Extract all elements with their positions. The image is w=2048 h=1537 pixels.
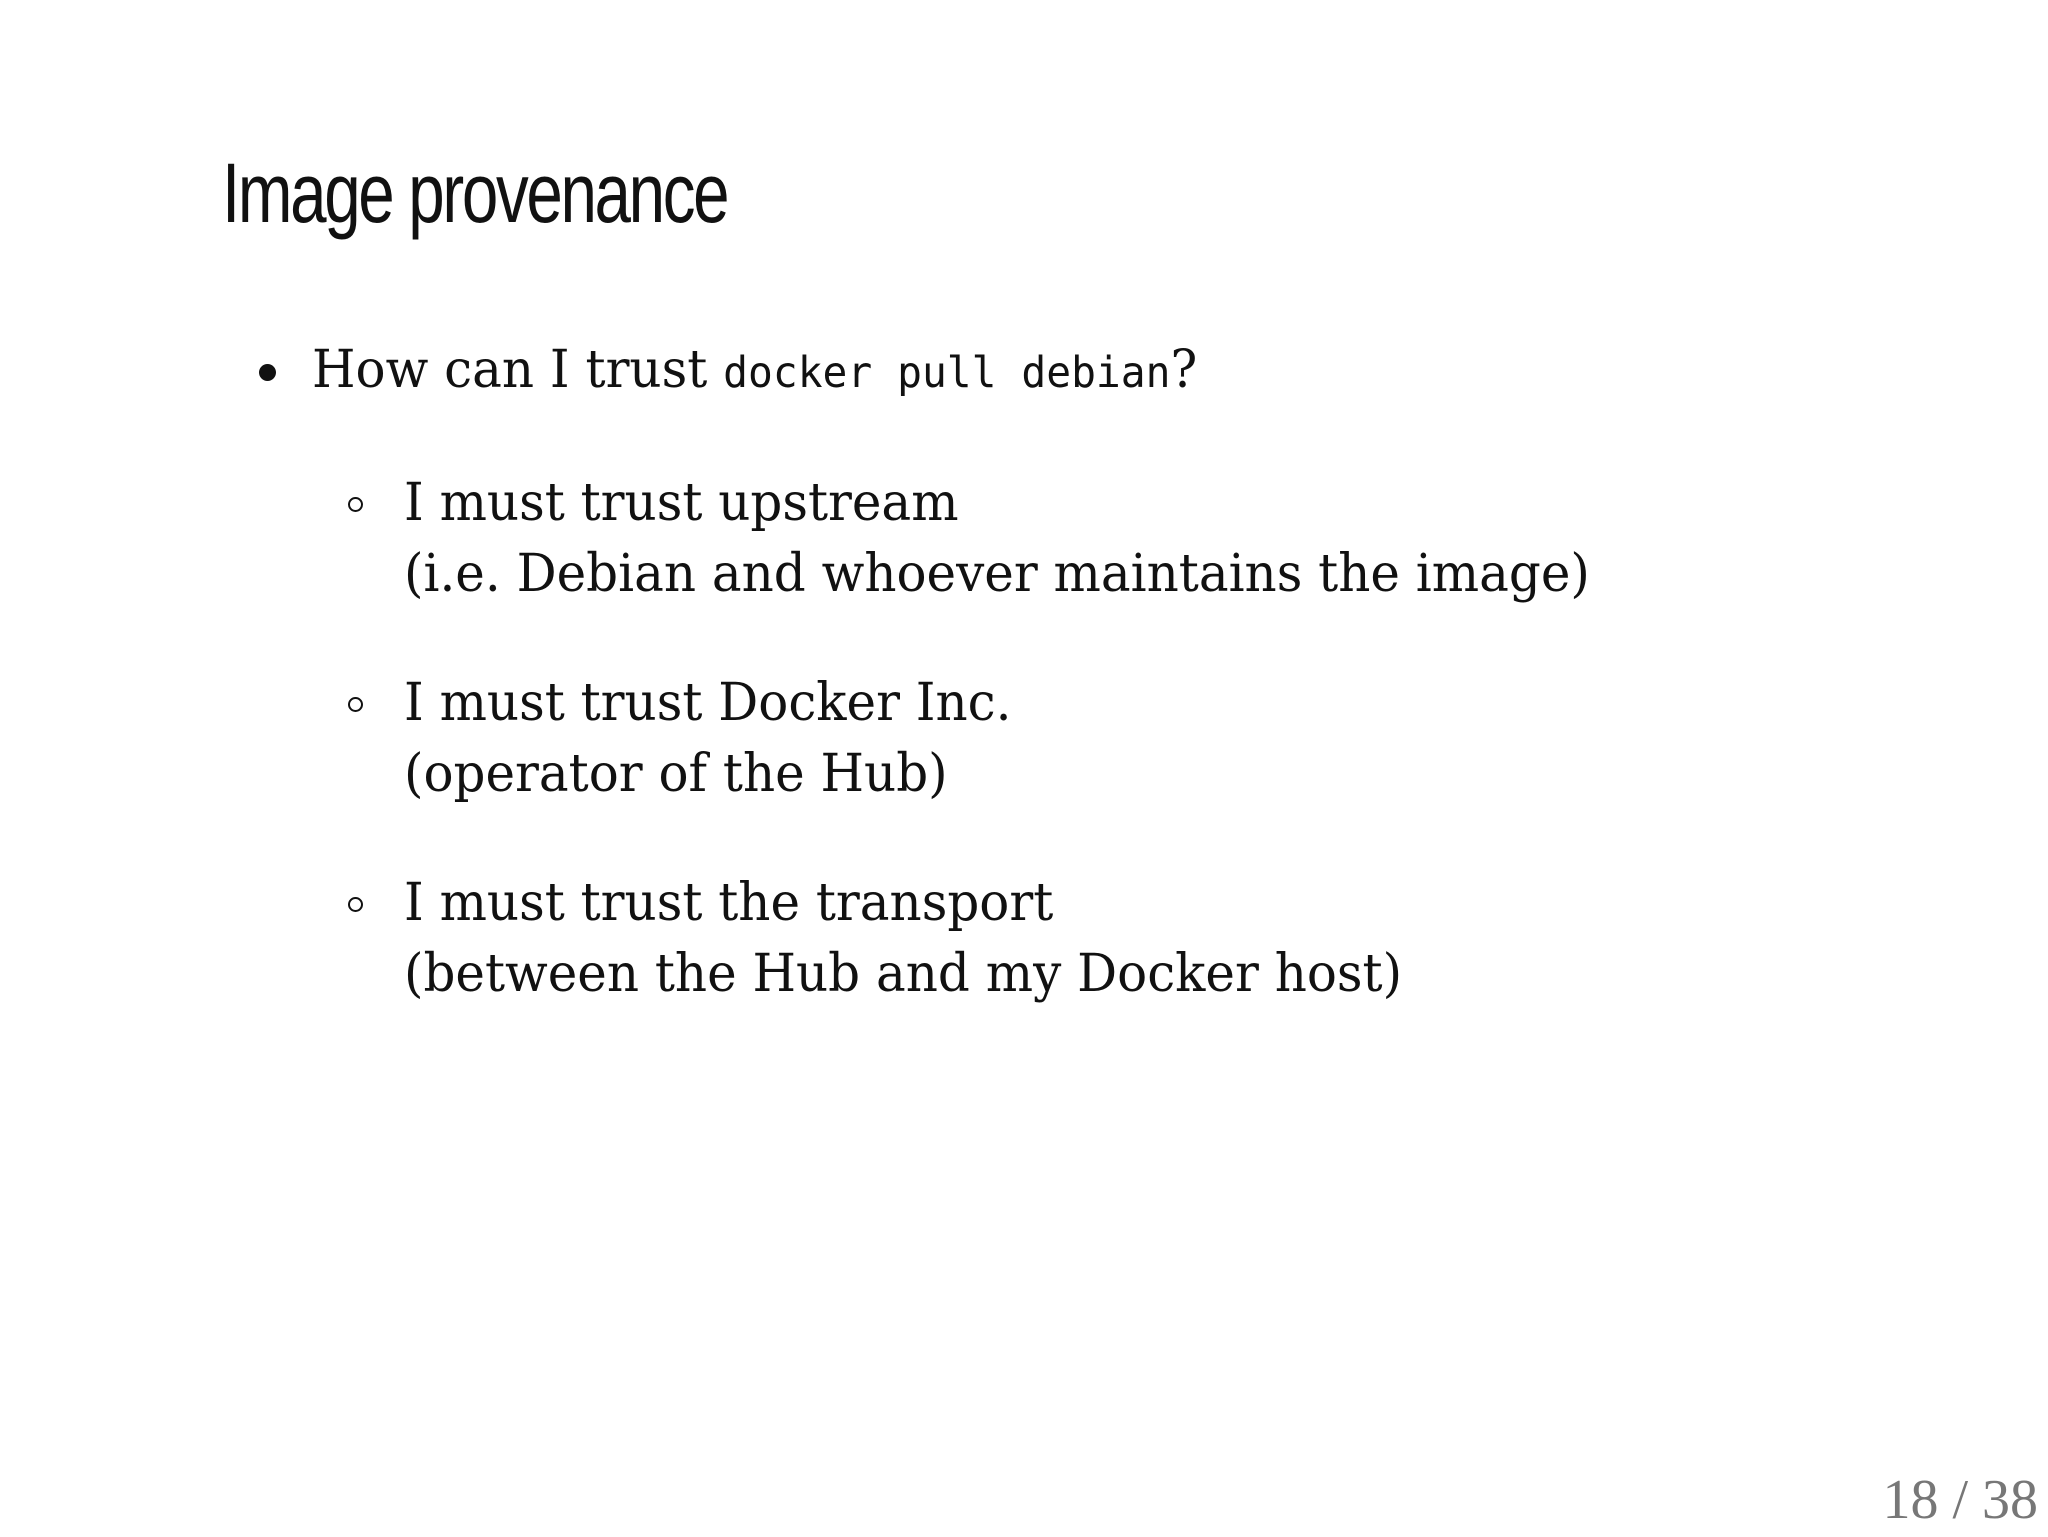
- sub-item-note: (i.e. Debian and whoever maintains the image): [404, 544, 1590, 604]
- sub-item-upstream: [404, 468, 1590, 610]
- sub-bullet-circle: [348, 897, 363, 912]
- sub-item-line: I must trust upstream: [404, 473, 959, 533]
- sub-item-line: I must trust Docker Inc.: [404, 673, 1012, 733]
- bullet-question-suffix: ?: [1170, 340, 1198, 400]
- sub-item-transport: [404, 868, 1402, 1010]
- sub-item-note: (between the Hub and my Docker host): [404, 944, 1403, 1004]
- sub-bullet-circle: [348, 697, 363, 712]
- sub-item-line: I must trust the transport: [404, 873, 1054, 933]
- page-number: 18 / 38: [1882, 1469, 2038, 1531]
- sub-item-docker-inc: [404, 668, 1012, 810]
- slide-title: Image provenance: [222, 146, 728, 240]
- bullet-question-code: docker pull debian: [723, 348, 1171, 398]
- bullet-dot: [259, 364, 276, 381]
- sub-item-note: (operator of the Hub): [404, 744, 948, 804]
- bullet-question: [312, 335, 1197, 408]
- bullet-question-text: How can I trust: [312, 340, 724, 400]
- sub-bullet-circle: [348, 497, 363, 512]
